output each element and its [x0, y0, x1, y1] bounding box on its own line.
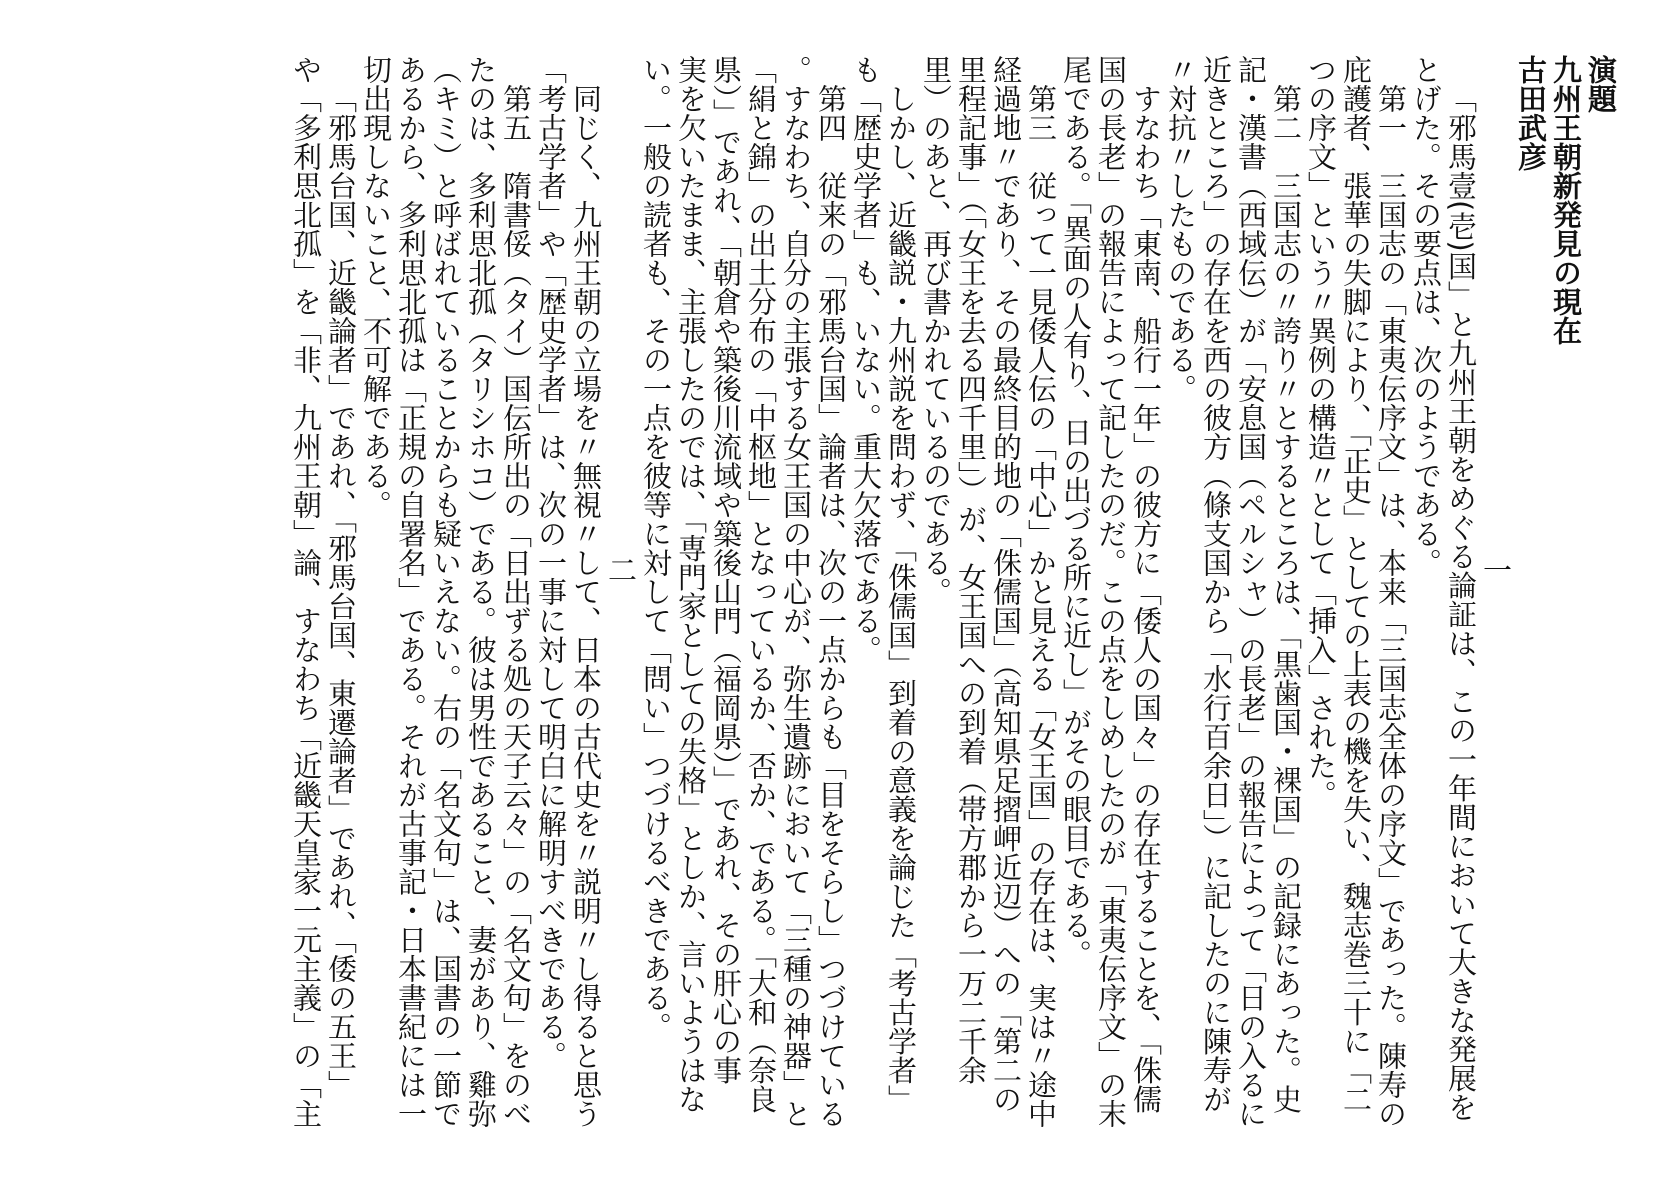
- text-line: い。一般の読者も、その一点を彼等に対して「問い」つづけるべきである。: [639, 55, 673, 1041]
- section-number: 二: [604, 555, 638, 584]
- header-label: 演題: [1584, 55, 1618, 113]
- vertical-text-body: [58, 55, 1618, 1145]
- text-line: 国の長老」の報告によって記したのだ。この点をしめしたのが「東夷伝序文」の末: [1094, 55, 1128, 1128]
- text-line: 庇護者、張華の失脚により、「正史」としての上表の機を失い、魏志巻三十に「二: [1339, 55, 1373, 1114]
- text-line: たのは、多利思北孤（タリシホコ）である。彼は男性であること、妻があり、雞弥: [464, 55, 498, 1128]
- text-line: 里）のあと、再び書かれているのである。: [919, 55, 953, 606]
- text-line: あるから、多利思北孤は「正規の自署名」である。それが古事記・日本書紀には一: [394, 55, 428, 1128]
- text-line: 近きところ」の存在を西の彼方（條支国から「水行百余日」）に記したのに陳寿が: [1199, 55, 1233, 1114]
- text-line: 尾である。「異面の人有り、日の出づる所に近し」がその眼目である。: [1059, 55, 1093, 969]
- text-line: しかし、近畿説・九州説を問わず、「侏儒国」到着の意義を論じた「考古学者」: [884, 84, 918, 1114]
- text-line: （キミ）と呼ばれていることからも疑いえない。右の「名文句」は、国書の一節で: [429, 55, 463, 1128]
- lecture-title: 九州王朝新発見の現在: [1549, 55, 1583, 345]
- text-line: 〃対抗〃したものである。: [1164, 55, 1198, 403]
- text-line: 第四 従来の「邪馬台国」論者は、次の一点からも「目をそらし」つづけている: [814, 84, 848, 1128]
- text-line: 。すなわち、自分の主張する女王国の中心が、弥生遺跡において「三種の神器」と: [779, 55, 813, 1128]
- text-line: 記・漢書（西域伝）が「安息国（ペルシャ）の長老」の報告によって「日の入るに: [1234, 55, 1268, 1128]
- text-line: 「絹と錦」の出土分布の「中枢地」となっているか、否か、である。「大和（奈良: [744, 55, 778, 1114]
- text-line: 「邪馬台国、近畿論者」であれ、「邪馬台国、東遷論者」であれ、「倭の五王」: [324, 84, 358, 1099]
- text-line: 同じく、九州王朝の立場を〃無視〃して、日本の古代史を〃説明〃し得ると思う: [569, 84, 603, 1128]
- text-line: 「邪馬壹(壱)国」と九州王朝をめぐる論証は、この一年間において大きな発展を: [1444, 84, 1478, 1122]
- text-line: や「多利思北孤」を「非、九州王朝」論、すなわち「近畿天皇家一元主義」の「主: [289, 55, 323, 1128]
- text-line: も「歴史学者」も、いない。重大欠落である。: [849, 55, 883, 664]
- text-line: 第一 三国志の「東夷伝序文」は、本来「三国志全体の序文」であった。陳寿の: [1374, 84, 1408, 1128]
- text-line: つの序文」という〃異例の構造〃として「挿入」された。: [1304, 55, 1338, 809]
- text-line: 「考古学者」や「歴史学者」は、次の一事に対して明白に解明すべきである。: [534, 55, 568, 1070]
- text-line: 実を欠いたまま、主張したのでは、「専門家としての失格」としか、言いようはな: [674, 55, 708, 1114]
- text-line: とげた。その要点は、次のようである。: [1409, 55, 1443, 577]
- section-number: 一: [1479, 555, 1513, 584]
- text-line: 県）」であれ、「朝倉や築後川流域や築後山門（福岡県）」であれ、その肝心の事: [709, 55, 743, 1085]
- text-line: 第五 隋書俀（タイ）国伝所出の「日出ずる処の天子云々」の「名文句」をのべ: [499, 84, 533, 1128]
- text-line: 経過地〃であり、その最終目的地の「侏儒国」（高知県足摺岬近辺）への「第二の: [989, 55, 1023, 1114]
- text-line: 第二 三国志の〃誇り〃とするところは、「黒歯国・裸国」の記録にあった。史: [1269, 84, 1303, 1114]
- author-name: 古田武彦: [1514, 55, 1548, 171]
- text-line: すなわち「東南、船行一年」の彼方に「倭人の国々」の存在することを、「侏儒: [1129, 84, 1163, 1114]
- text-line: 第三 従って一見倭人伝の「中心」かと見える「女王国」の存在は、実は〃途中: [1024, 84, 1058, 1128]
- text-line: 里程記事」（「女王を去る四千里」）が、女王国への到着（帯方郡から一万二千余: [954, 55, 988, 1085]
- text-line: 切出現しないこと、不可解である。: [359, 55, 393, 519]
